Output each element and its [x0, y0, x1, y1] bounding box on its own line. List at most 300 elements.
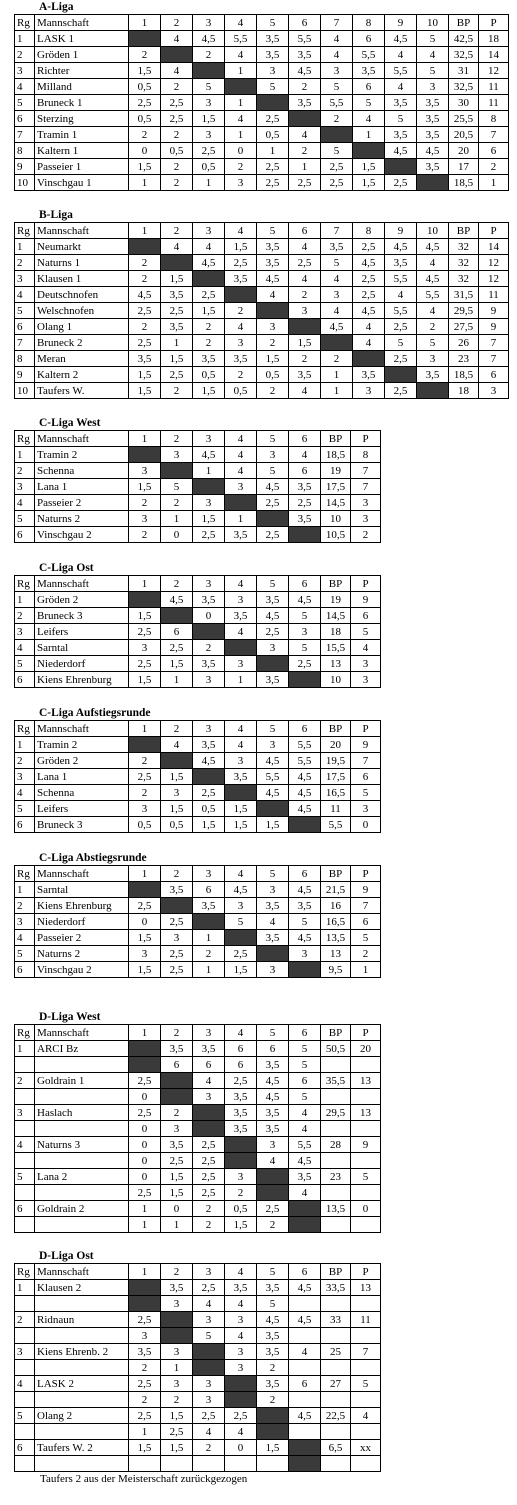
score-cell: 3 — [193, 1392, 225, 1408]
score-cell: 1,5 — [193, 817, 225, 833]
score-cell: 3 — [129, 801, 161, 817]
score-cell: 5,5 — [385, 63, 417, 79]
team-name-cell: Kaltern 2 — [35, 367, 129, 383]
score-cell: 2,5 — [161, 1153, 193, 1169]
team-name-cell: Kaltern 1 — [35, 143, 129, 159]
score-cell: 5 — [289, 1089, 321, 1105]
score-cell — [321, 1217, 351, 1233]
self-match-cell — [257, 511, 289, 527]
self-match-cell — [225, 1392, 257, 1408]
score-cell: 2,5 — [257, 111, 289, 127]
score-cell: 3,5 — [385, 127, 417, 143]
score-cell — [289, 1360, 321, 1376]
score-cell: 1 — [225, 95, 257, 111]
score-cell: 2,5 — [129, 769, 161, 785]
rank-cell: 6 — [15, 527, 35, 543]
score-cell — [289, 1424, 321, 1440]
score-cell: 1 — [129, 1201, 161, 1217]
score-cell: 5 — [417, 63, 449, 79]
score-cell: 3 — [193, 1376, 225, 1392]
column-header: 2 — [161, 223, 193, 239]
team-name-cell — [35, 1456, 129, 1472]
score-cell: 5 — [289, 608, 321, 624]
score-cell: 3,5 — [161, 1280, 193, 1296]
score-cell: 2,5 — [353, 271, 385, 287]
score-cell: 8 — [479, 111, 509, 127]
rank-cell — [15, 1296, 35, 1312]
score-cell: 4 — [417, 303, 449, 319]
self-match-cell — [257, 946, 289, 962]
score-cell: 6 — [353, 79, 385, 95]
table-row — [15, 175, 509, 191]
table-row — [15, 1153, 381, 1169]
score-cell: 0 — [129, 1137, 161, 1153]
score-cell: 1 — [289, 159, 321, 175]
score-cell: 3 — [161, 1344, 193, 1360]
score-cell: 3,5 — [225, 608, 257, 624]
score-cell: 4,5 — [385, 31, 417, 47]
score-cell: 4 — [161, 239, 193, 255]
team-name-cell: Gröden 2 — [35, 753, 129, 769]
score-cell: 18 — [321, 624, 351, 640]
rank-cell — [15, 1153, 35, 1169]
table-row — [15, 511, 381, 527]
score-cell: 5,5 — [385, 303, 417, 319]
score-cell: 2,5 — [129, 335, 161, 351]
score-cell — [351, 1089, 381, 1105]
rank-cell: 6 — [15, 672, 35, 688]
self-match-cell — [289, 1440, 321, 1456]
score-cell: 3,5 — [257, 1057, 289, 1073]
score-cell: 4,5 — [417, 239, 449, 255]
score-cell: 2,5 — [129, 1408, 161, 1424]
rank-cell: 3 — [15, 914, 35, 930]
score-cell: 1,5 — [129, 930, 161, 946]
score-cell: 3,5 — [129, 351, 161, 367]
score-cell: 1,5 — [129, 367, 161, 383]
score-cell: 2,5 — [161, 946, 193, 962]
column-header: 1 — [129, 576, 161, 592]
table-row — [15, 914, 381, 930]
table-row — [15, 335, 509, 351]
rank-cell: 4 — [15, 785, 35, 801]
score-cell — [321, 1089, 351, 1105]
score-cell: 2,5 — [161, 303, 193, 319]
score-cell: 0,5 — [193, 367, 225, 383]
league-title: A-Liga — [39, 1, 74, 13]
rank-cell: 3 — [15, 1105, 35, 1121]
column-header: Mannschaft — [35, 431, 129, 447]
score-cell: 6 — [193, 1057, 225, 1073]
column-header: 8 — [353, 15, 385, 31]
column-header: 6 — [289, 1025, 321, 1041]
score-cell: 1,5 — [161, 1169, 193, 1185]
score-cell — [257, 1456, 289, 1472]
score-cell: 27 — [321, 1376, 351, 1392]
score-cell: 3,5 — [257, 31, 289, 47]
score-cell: 1 — [479, 175, 509, 191]
rank-cell: 3 — [15, 271, 35, 287]
score-cell: 18,5 — [449, 175, 479, 191]
column-header: 4 — [225, 866, 257, 882]
score-cell: 5,5 — [321, 817, 351, 833]
score-cell: 1,5 — [129, 479, 161, 495]
score-cell: 3 — [225, 479, 257, 495]
score-cell: 3,5 — [257, 1280, 289, 1296]
score-cell: 3,5 — [257, 898, 289, 914]
score-cell: xx — [351, 1440, 381, 1456]
score-cell: 2 — [225, 367, 257, 383]
score-cell: 3,5 — [417, 111, 449, 127]
score-cell: 1,5 — [193, 383, 225, 399]
column-header: BP — [321, 431, 351, 447]
column-header: BP — [321, 1025, 351, 1041]
score-cell: 2,5 — [193, 1153, 225, 1169]
score-cell: 2,5 — [193, 1185, 225, 1201]
score-cell: 3,5 — [257, 592, 289, 608]
score-cell: 3 — [129, 1328, 161, 1344]
score-cell: 2,5 — [193, 1408, 225, 1424]
score-cell: 4 — [289, 1344, 321, 1360]
score-cell — [321, 1360, 351, 1376]
team-name-cell: ARCI Bz — [35, 1041, 129, 1057]
self-match-cell — [289, 1456, 321, 1472]
column-header: Rg — [15, 15, 35, 31]
self-match-cell — [257, 1169, 289, 1185]
score-cell: 0,5 — [193, 801, 225, 817]
score-cell: 3,5 — [193, 592, 225, 608]
score-cell: 3,5 — [225, 527, 257, 543]
score-cell: 3,5 — [193, 1041, 225, 1057]
self-match-cell — [289, 672, 321, 688]
self-match-cell — [353, 351, 385, 367]
table-row — [15, 1344, 381, 1360]
column-header: 6 — [289, 1264, 321, 1280]
league-title: B-Liga — [39, 209, 73, 221]
score-cell: 2 — [193, 47, 225, 63]
column-header: 2 — [161, 866, 193, 882]
score-cell: 6 — [351, 769, 381, 785]
score-cell: 0 — [225, 1440, 257, 1456]
column-header: 2 — [161, 15, 193, 31]
score-cell: 0 — [161, 1201, 193, 1217]
score-cell: 4,5 — [385, 143, 417, 159]
table-row — [15, 463, 381, 479]
score-cell: 2,5 — [161, 95, 193, 111]
column-header: Mannschaft — [35, 1025, 129, 1041]
score-cell: 2,5 — [321, 159, 353, 175]
rank-cell: 1 — [15, 882, 35, 898]
table-row — [15, 1057, 381, 1073]
score-cell: 3 — [193, 672, 225, 688]
column-header: 5 — [257, 431, 289, 447]
score-cell: 3 — [225, 656, 257, 672]
table-row — [15, 1041, 381, 1057]
rank-cell: 2 — [15, 255, 35, 271]
score-cell: 4,5 — [289, 930, 321, 946]
score-cell: 4 — [257, 1153, 289, 1169]
rank-cell: 5 — [15, 303, 35, 319]
self-match-cell — [225, 79, 257, 95]
score-cell: 2 — [129, 495, 161, 511]
footnote: Taufers 2 aus der Meisterschaft zurückgezogen — [40, 1473, 248, 1485]
score-cell: 18,5 — [449, 367, 479, 383]
self-match-cell — [225, 1376, 257, 1392]
column-header: P — [479, 223, 509, 239]
score-cell: 2,5 — [225, 1408, 257, 1424]
score-cell: 3,5 — [257, 930, 289, 946]
score-cell — [161, 1456, 193, 1472]
score-cell: 31 — [449, 63, 479, 79]
score-cell: 3,5 — [225, 1089, 257, 1105]
score-cell: 1,5 — [225, 239, 257, 255]
rank-cell — [15, 1360, 35, 1376]
team-name-cell: Neumarkt — [35, 239, 129, 255]
column-header: 2 — [161, 1264, 193, 1280]
score-cell: 5,5 — [385, 271, 417, 287]
score-cell — [351, 1153, 381, 1169]
column-header: 5 — [257, 1264, 289, 1280]
rank-cell: 5 — [15, 1408, 35, 1424]
score-cell: 12 — [479, 271, 509, 287]
score-cell: 4,5 — [257, 753, 289, 769]
score-cell: 3,5 — [193, 737, 225, 753]
rank-cell: 2 — [15, 753, 35, 769]
score-cell: 5 — [321, 143, 353, 159]
score-cell: 7 — [351, 898, 381, 914]
header-row — [15, 223, 509, 239]
self-match-cell — [257, 656, 289, 672]
self-match-cell — [321, 335, 353, 351]
score-cell: 0,5 — [129, 817, 161, 833]
score-cell: 2 — [289, 351, 321, 367]
score-cell: 4,5 — [289, 769, 321, 785]
table-row — [15, 817, 381, 833]
score-cell: 4,5 — [289, 592, 321, 608]
table-row — [15, 1456, 381, 1472]
rank-cell: 6 — [15, 319, 35, 335]
score-cell: 32,5 — [449, 79, 479, 95]
score-cell: 5 — [289, 1057, 321, 1073]
table-row — [15, 1105, 381, 1121]
score-cell — [351, 1185, 381, 1201]
score-cell: 5 — [351, 785, 381, 801]
score-cell: 1,5 — [353, 175, 385, 191]
score-cell: 3,5 — [161, 882, 193, 898]
score-cell: 4,5 — [289, 1312, 321, 1328]
self-match-cell — [161, 608, 193, 624]
score-cell: 35,5 — [321, 1073, 351, 1089]
score-cell: 16,5 — [321, 785, 351, 801]
column-header: 5 — [257, 223, 289, 239]
score-cell: 2 — [351, 527, 381, 543]
score-cell: 1 — [321, 383, 353, 399]
rank-cell — [15, 1328, 35, 1344]
column-header: 3 — [193, 1025, 225, 1041]
score-cell: 12 — [479, 255, 509, 271]
score-cell: 4 — [321, 47, 353, 63]
score-cell — [193, 1456, 225, 1472]
column-header: 1 — [129, 721, 161, 737]
rank-cell — [15, 1392, 35, 1408]
score-cell: 2 — [193, 335, 225, 351]
score-cell: 4 — [257, 914, 289, 930]
score-cell: 2,5 — [129, 1376, 161, 1392]
table-row — [15, 1217, 381, 1233]
table-row — [15, 1440, 381, 1456]
rank-cell: 2 — [15, 1073, 35, 1089]
score-cell: 4 — [351, 640, 381, 656]
score-cell: 2,5 — [257, 527, 289, 543]
rank-cell: 5 — [15, 656, 35, 672]
score-cell: 3,5 — [161, 287, 193, 303]
table-row — [15, 127, 509, 143]
team-name-cell: Leifers — [35, 624, 129, 640]
score-cell: 5,5 — [289, 1137, 321, 1153]
score-cell: 1 — [161, 672, 193, 688]
score-cell: 2 — [321, 111, 353, 127]
score-cell: 3 — [193, 127, 225, 143]
score-cell: 1 — [161, 511, 193, 527]
score-cell: 6 — [289, 1073, 321, 1089]
score-cell: 3 — [479, 383, 509, 399]
score-cell: 2 — [321, 351, 353, 367]
score-cell: 2,5 — [289, 175, 321, 191]
score-cell: 11 — [351, 1312, 381, 1328]
score-cell: 3,5 — [225, 271, 257, 287]
rank-cell — [15, 1424, 35, 1440]
team-name-cell — [35, 1217, 129, 1233]
score-cell: 2 — [289, 143, 321, 159]
score-cell: 26 — [449, 335, 479, 351]
team-name-cell: Klausen 1 — [35, 271, 129, 287]
table-row — [15, 1185, 381, 1201]
self-match-cell — [129, 1296, 161, 1312]
column-header: 3 — [193, 15, 225, 31]
score-cell: 23 — [321, 1169, 351, 1185]
table-row — [15, 1201, 381, 1217]
score-cell: 5 — [321, 79, 353, 95]
score-cell: 3,5 — [193, 351, 225, 367]
column-header: 2 — [161, 1025, 193, 1041]
score-cell — [321, 1153, 351, 1169]
rank-cell — [15, 1456, 35, 1472]
score-cell: 2 — [417, 319, 449, 335]
self-match-cell — [289, 1201, 321, 1217]
score-cell: 15,5 — [321, 640, 351, 656]
score-cell: 2 — [161, 495, 193, 511]
score-cell: 3,5 — [161, 1041, 193, 1057]
score-cell: 1 — [129, 1424, 161, 1440]
header-row — [15, 15, 509, 31]
league-title: C-Liga Aufstiegsrunde — [39, 707, 151, 719]
score-cell: 2 — [351, 946, 381, 962]
score-cell: 4 — [225, 1296, 257, 1312]
score-cell: 3,5 — [257, 47, 289, 63]
score-cell: 3 — [351, 801, 381, 817]
score-cell: 4 — [417, 47, 449, 63]
score-cell: 4 — [193, 1296, 225, 1312]
rank-cell: 10 — [15, 383, 35, 399]
team-name-cell: Meran — [35, 351, 129, 367]
score-cell: 2 — [257, 335, 289, 351]
score-cell: 6 — [351, 608, 381, 624]
table-row — [15, 672, 381, 688]
rank-cell: 1 — [15, 31, 35, 47]
score-cell: 2 — [257, 1360, 289, 1376]
score-cell: 2,5 — [257, 1201, 289, 1217]
rank-cell: 3 — [15, 624, 35, 640]
score-cell: 4 — [225, 47, 257, 63]
rank-cell: 4 — [15, 640, 35, 656]
score-cell: 50,5 — [321, 1041, 351, 1057]
score-cell: 5,5 — [417, 287, 449, 303]
team-name-cell: Tramin 2 — [35, 447, 129, 463]
score-cell: 1 — [353, 127, 385, 143]
score-cell: 2 — [193, 1201, 225, 1217]
score-cell: 0,5 — [257, 367, 289, 383]
score-cell — [351, 1296, 381, 1312]
rank-cell: 2 — [15, 47, 35, 63]
score-cell: 3,5 — [289, 511, 321, 527]
score-cell: 5 — [193, 1328, 225, 1344]
column-header: Rg — [15, 431, 35, 447]
score-cell: 4 — [289, 239, 321, 255]
score-cell: 2 — [225, 303, 257, 319]
score-cell: 2,5 — [385, 383, 417, 399]
score-cell: 1,5 — [353, 159, 385, 175]
table-row — [15, 351, 509, 367]
score-cell: 4 — [193, 1424, 225, 1440]
self-match-cell — [161, 898, 193, 914]
score-cell: 11 — [479, 287, 509, 303]
column-header: BP — [449, 223, 479, 239]
column-header: BP — [321, 866, 351, 882]
score-cell: 2,5 — [257, 159, 289, 175]
league-title: D-Liga Ost — [39, 1250, 94, 1262]
team-name-cell: Passeier 1 — [35, 159, 129, 175]
column-header: Rg — [15, 866, 35, 882]
score-cell: 5 — [417, 335, 449, 351]
score-cell: 3 — [129, 463, 161, 479]
score-cell: 17,5 — [321, 479, 351, 495]
table-row — [15, 447, 381, 463]
score-cell: 7 — [351, 463, 381, 479]
score-cell: 2 — [129, 255, 161, 271]
score-cell: 1,5 — [193, 511, 225, 527]
score-cell: 3,5 — [289, 367, 321, 383]
score-cell: 3,5 — [289, 95, 321, 111]
team-name-cell — [35, 1089, 129, 1105]
score-cell: 8 — [351, 447, 381, 463]
score-cell — [289, 1392, 321, 1408]
score-cell: 3,5 — [193, 898, 225, 914]
team-name-cell: Welschnofen — [35, 303, 129, 319]
column-header: 10 — [417, 223, 449, 239]
score-cell: 10 — [321, 511, 351, 527]
self-match-cell — [225, 495, 257, 511]
score-cell: 2 — [129, 785, 161, 801]
score-cell: 2,5 — [129, 1105, 161, 1121]
rank-cell: 6 — [15, 1440, 35, 1456]
score-cell: 3 — [161, 1296, 193, 1312]
score-cell: 2 — [161, 79, 193, 95]
score-cell: 3 — [351, 495, 381, 511]
score-cell: 18,5 — [321, 447, 351, 463]
score-cell — [321, 1424, 351, 1440]
score-cell — [351, 1328, 381, 1344]
score-cell: 5 — [351, 1169, 381, 1185]
